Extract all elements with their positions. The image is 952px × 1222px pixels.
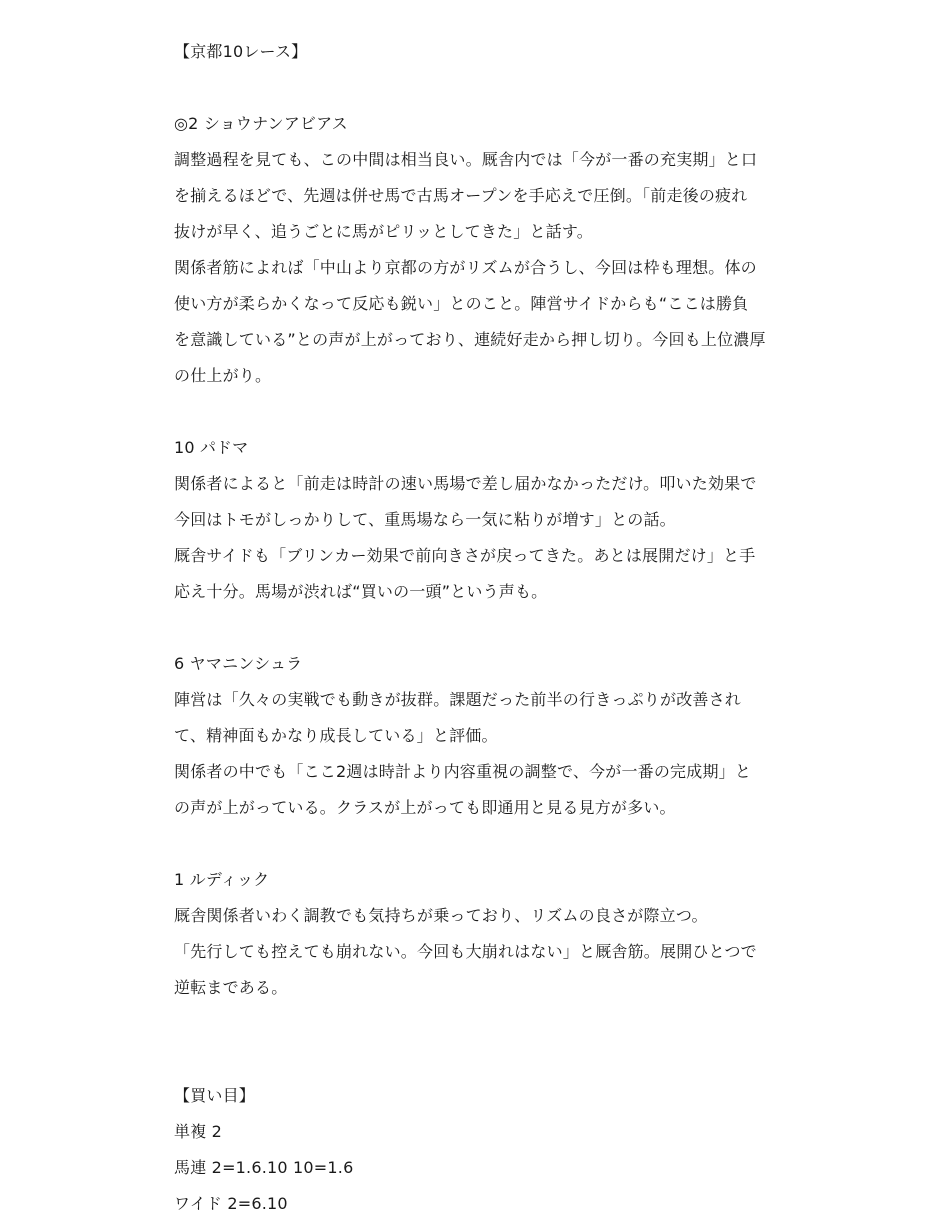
spacer (174, 826, 794, 862)
paragraph-line: 逆転まである。 (174, 978, 288, 997)
paragraph-line: を意識している”との声が上がっており、連続好走から押し切り。今回も上位濃厚 (174, 330, 766, 349)
paragraph-line: 陣営は「久々の実戦でも動きが抜群。課題だった前半の行きっぷりが改善され (174, 690, 742, 709)
horse-section-1 (174, 106, 794, 394)
bet-line: 馬連 2=1.6.10 10=1.6 (174, 1158, 354, 1177)
race-article (174, 34, 794, 1222)
bet-line: 単複 2 (174, 1122, 223, 1141)
horse-heading: 1 ルディック (174, 870, 270, 889)
spacer (174, 610, 794, 646)
horse-section-3 (174, 646, 794, 826)
bets-heading: 【買い目】 (174, 1086, 256, 1105)
horse-section-4 (174, 862, 794, 1006)
paragraph-line: の仕上がり。 (174, 366, 272, 385)
paragraph-line: 厩舎関係者いわく調教でも気持ちが乗っており、リズムの良さが際立つ。 (174, 906, 708, 925)
paragraph-line: 使い方が柔らかくなって反応も鋭い」とのこと。陣営サイドからも“ここは勝負 (174, 294, 749, 313)
paragraph-line: 応え十分。馬場が渋れば“買いの一頭”という声も。 (174, 582, 548, 601)
spacer (174, 1006, 794, 1078)
paragraph-line: 関係者の中でも「ここ2週は時計より内容重視の調整で、今が一番の完成期」と (174, 762, 752, 781)
race-title: 【京都10レース】 (174, 42, 308, 61)
bet-line: ワイド 2=6.10 (174, 1194, 288, 1213)
paragraph-line: を揃えるほどで、先週は併せ馬で古馬オープンを手応えで圧倒。「前走後の疲れ (174, 186, 748, 205)
horse-section-2 (174, 430, 794, 610)
paragraph-line: て、精神面もかなり成長している」と評価。 (174, 726, 498, 745)
paragraph-line: 抜けが早く、追うごとに馬がピリッとしてきた」と話す。 (174, 222, 593, 241)
paragraph-line: 厩舎サイドも「ブリンカー効果で前向きさが戻ってきた。あとは展開だけ」と手 (174, 546, 756, 565)
spacer (174, 394, 794, 430)
paragraph-line: の声が上がっている。クラスが上がっても即通用と見る見方が多い。 (174, 798, 676, 817)
bets-section (174, 1078, 794, 1222)
paragraph-line: 「先行しても控えても崩れない。今回も大崩れはない」と厩舎筋。展開ひとつで (174, 942, 757, 961)
horse-heading: ◎2 ショウナンアビアス (174, 114, 348, 133)
paragraph-line: 調整過程を見ても、この中間は相当良い。厩舎内では「今が一番の充実期」と口 (174, 150, 758, 169)
horse-heading: 6 ヤマニンシュラ (174, 654, 303, 673)
paragraph-line: 今回はトモがしっかりして、重馬場なら一気に粘りが増す」との話。 (174, 510, 676, 529)
paragraph-line: 関係者筋によれば「中山より京都の方がリズムが合うし、今回は枠も理想。体の (174, 258, 757, 277)
spacer (174, 70, 794, 106)
paragraph-line: 関係者によると「前走は時計の速い馬場で差し届かなかっただけ。叩いた効果で (174, 474, 757, 493)
horse-heading: 10 パドマ (174, 438, 249, 457)
